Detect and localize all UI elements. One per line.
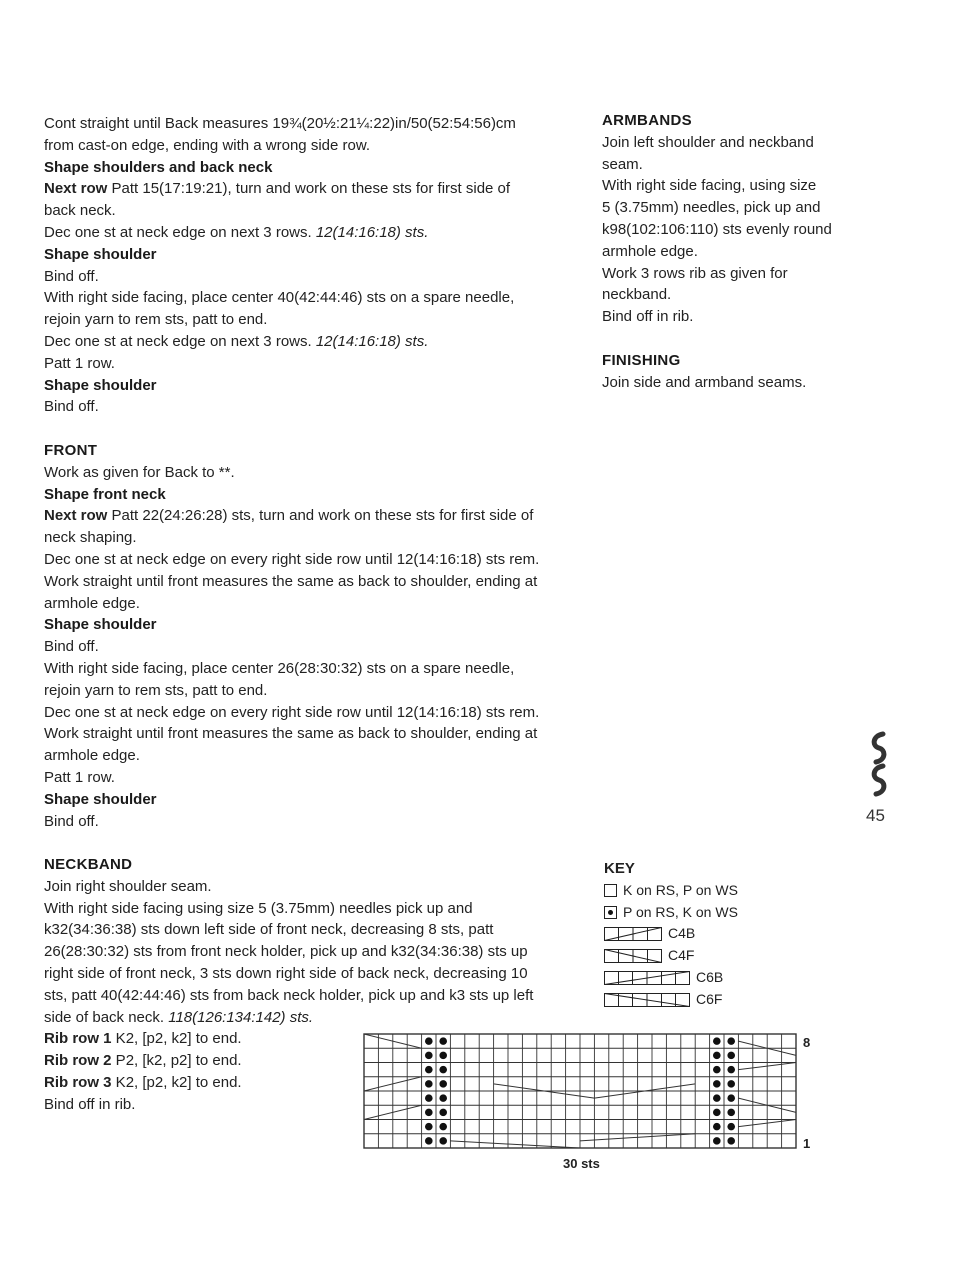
subheading: Shape shoulder — [44, 790, 157, 808]
text-line: With right side facing using size 5 (3.75mm) needles pick up and — [44, 899, 473, 917]
text-line: With right side facing, using size — [602, 177, 817, 195]
text-line: 26(28:30:32) sts from front neck holder, pick up and k32(34:36:38) sts up — [44, 943, 528, 961]
purl-dot — [439, 1066, 447, 1074]
key-item — [604, 945, 738, 967]
text-line — [44, 1007, 574, 1029]
stitch-chart — [363, 1033, 798, 1151]
stitch-count: 118(126:134:142) sts. — [168, 1008, 314, 1026]
text-line: rejoin yarn to rem sts, patt to end. — [44, 681, 268, 699]
purl-dot — [439, 1137, 447, 1145]
cable-c4b-icon — [604, 927, 662, 941]
purl-dot — [425, 1052, 433, 1060]
text-part: side of back neck. — [44, 1008, 169, 1026]
key-item — [604, 967, 738, 989]
row-text: P2, [k2, p2] to end. — [111, 1052, 242, 1070]
text-line: Cont straight until Back measures 19¾(20½:21¼:22)in/50(52:54:56)cm — [44, 115, 516, 132]
key-label: C4B — [668, 925, 696, 942]
text-line: Dec one st at neck edge on every right side row until 12(14:16:18) sts rem. — [44, 703, 540, 721]
purl-dot — [425, 1037, 433, 1045]
subheading: Shape front neck — [44, 485, 166, 503]
key-item — [604, 880, 738, 902]
stitch-count: 12(14:16:18) sts. — [315, 332, 429, 350]
text-line: Bind off in rib. — [602, 308, 694, 326]
text-line: seam. — [602, 155, 643, 173]
page-number: 45 — [866, 806, 885, 825]
row-text: K2, [p2, k2] to end. — [111, 1030, 242, 1048]
chain-ornament-icon — [868, 730, 890, 798]
purl-dot — [425, 1080, 433, 1088]
key-item — [604, 923, 738, 945]
purl-dot — [439, 1123, 447, 1131]
purl-dot — [727, 1080, 735, 1088]
text-line — [44, 505, 574, 527]
key-label: C6F — [696, 990, 723, 1007]
purl-dot — [727, 1094, 735, 1102]
text-line: Patt 1 row. — [44, 768, 115, 786]
cable-c4f-icon — [604, 949, 662, 963]
text-line: k98(102:106:110) sts evenly round — [602, 220, 832, 238]
purl-dot — [439, 1037, 447, 1045]
text-line: Bind off. — [44, 267, 99, 285]
text-line: armhole edge. — [44, 747, 140, 765]
purl-dot-square-icon — [604, 906, 617, 919]
purl-dot — [425, 1109, 433, 1117]
purl-dot — [727, 1066, 735, 1074]
text-line: Join left shoulder and neckband — [602, 133, 814, 151]
purl-dot — [713, 1137, 721, 1145]
text-line: Work straight until front measures the same as back to shoulder, ending at — [44, 572, 538, 590]
text-line: Bind off. — [44, 638, 99, 656]
key-label: P on RS, K on WS — [623, 903, 738, 920]
section-title-armbands: ARMBANDS — [602, 112, 692, 129]
text-line: from cast-on edge, ending with a wrong side row. — [44, 136, 371, 154]
purl-dot — [713, 1109, 721, 1117]
text-line: armhole edge. — [602, 242, 698, 260]
subheading: Shape shoulder — [44, 616, 157, 634]
purl-dot — [425, 1066, 433, 1074]
text-line: sts, patt 40(42:44:46) sts from back neck holder, pick up and k3 sts up left — [44, 986, 534, 1004]
purl-dot — [439, 1094, 447, 1102]
subheading: Shape shoulder — [44, 245, 157, 263]
text-line: right side of front neck, 3 sts down right side of back neck, decreasing 10 — [44, 965, 528, 983]
section-title-neckband: NECKBAND — [44, 856, 133, 874]
text-line: back neck. — [44, 202, 116, 220]
text-line: Work 3 rows rib as given for — [602, 264, 788, 282]
purl-dot — [713, 1066, 721, 1074]
subheading: Shape shoulder — [44, 376, 157, 394]
purl-dot — [439, 1052, 447, 1060]
right-column — [602, 110, 862, 393]
purl-dot — [425, 1094, 433, 1102]
row-text: K2, [p2, k2] to end. — [111, 1074, 242, 1092]
purl-dot — [713, 1094, 721, 1102]
dec-text: Dec one st at neck edge on next 3 rows. — [44, 332, 316, 350]
text-line: Patt 1 row. — [44, 354, 115, 372]
key-label: C6B — [696, 968, 724, 985]
purl-dot — [727, 1109, 735, 1117]
subheading: Shape shoulders and back neck — [44, 158, 273, 176]
key-item — [604, 989, 738, 1011]
cable-c6b-icon — [604, 971, 690, 985]
text-line: Join right shoulder seam. — [44, 877, 212, 895]
text-line: armhole edge. — [44, 594, 140, 612]
key-item — [604, 902, 738, 924]
purl-dot — [727, 1052, 735, 1060]
text-line: Bind off in rib. — [44, 1095, 136, 1113]
text-line: Bind off. — [44, 398, 99, 416]
chart-key — [604, 858, 738, 1011]
row-label: Rib row 3 — [44, 1074, 112, 1092]
knit-square-icon — [604, 884, 617, 897]
key-title: KEY — [604, 860, 635, 877]
purl-dot — [727, 1137, 735, 1145]
text-line — [44, 331, 574, 353]
text-line: Dec one st at neck edge on every right side row until 12(14:16:18) sts rem. — [44, 550, 540, 568]
purl-dot — [713, 1037, 721, 1045]
row-label: Next row — [44, 507, 108, 525]
text-line: Bind off. — [44, 812, 99, 830]
text-line: neckband. — [602, 286, 672, 304]
text-line: 5 (3.75mm) needles, pick up and — [602, 199, 821, 217]
dec-text: Dec one st at neck edge on next 3 rows. — [44, 223, 316, 241]
purl-dot — [425, 1137, 433, 1145]
text-line: With right side facing, place center 40(42:44:46) sts on a spare needle, — [44, 289, 515, 307]
row-label-top: 8 — [803, 1035, 811, 1050]
stitch-count: 12(14:16:18) sts. — [315, 223, 429, 241]
key-label: K on RS, P on WS — [623, 881, 738, 898]
section-title-front: FRONT — [44, 441, 98, 459]
row-text: Patt 15(17:19:21), turn and work on these sts for first side of — [107, 180, 511, 198]
purl-dot — [439, 1109, 447, 1117]
purl-dot — [727, 1123, 735, 1131]
stitch-count-label: 30 sts — [563, 1156, 600, 1171]
text-line: Join side and armband seams. — [602, 373, 807, 391]
purl-dot — [439, 1080, 447, 1088]
text-line: With right side facing, place center 26(28:30:32) sts on a spare needle, — [44, 659, 515, 677]
cable-c6f-icon — [604, 993, 690, 1007]
purl-dot — [727, 1037, 735, 1045]
text-line: Work as given for Back to **. — [44, 463, 235, 481]
text-line: rejoin yarn to rem sts, patt to end. — [44, 311, 268, 329]
row-label: Rib row 1 — [44, 1030, 112, 1048]
row-label-bottom: 1 — [803, 1136, 811, 1151]
text-line — [44, 222, 574, 244]
text-line: Work straight until front measures the same as back to shoulder, ending at — [44, 725, 538, 743]
row-label: Next row — [44, 180, 108, 198]
purl-dot — [713, 1052, 721, 1060]
purl-dot — [713, 1080, 721, 1088]
left-column — [44, 113, 574, 1116]
key-label: C4F — [668, 947, 695, 964]
row-label: Rib row 2 — [44, 1052, 112, 1070]
text-line: neck shaping. — [44, 529, 137, 547]
purl-dot — [713, 1123, 721, 1131]
row-text: Patt 22(24:26:28) sts, turn and work on these sts for first side of — [107, 507, 534, 525]
text-line — [44, 178, 574, 200]
purl-dot — [425, 1123, 433, 1131]
text-line: k32(34:36:38) sts down left side of front neck, decreasing 8 sts, patt — [44, 921, 494, 939]
section-title-finishing: FINISHING — [602, 351, 681, 369]
